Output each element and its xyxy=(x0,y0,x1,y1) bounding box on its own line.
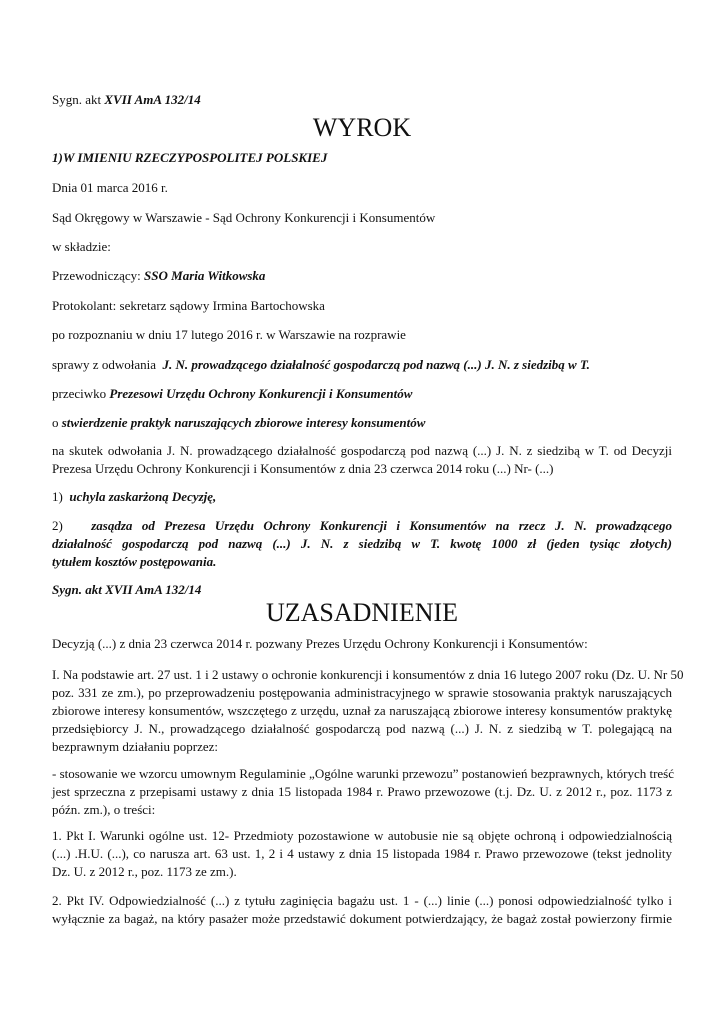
case-line xyxy=(52,356,590,374)
decision-intro: Decyzją (...) z dnia 23 czerwca 2014 r. pozwany Prezes Urzędu Ochrony Konkurencji i Konsumentów: xyxy=(52,636,588,651)
case-prefix: sprawy z odwołania xyxy=(52,357,156,372)
ruling-number: 2) xyxy=(52,518,63,533)
in-name-of-republic: 1)W IMIENIU RZECZYPOSPOLITEJ POLSKIEJ xyxy=(52,150,328,165)
point-1 xyxy=(52,827,672,881)
against-prefix: przeciwko xyxy=(52,386,107,401)
paragraph-line: poz. 331 ze zm.), po przeprowadzeniu postępowania administracyjnego w sprawie stosowania praktyk naruszających xyxy=(52,685,672,700)
composition-label: w składzie: xyxy=(52,239,111,254)
case-signature-bottom: Sygn. akt XVII AmA 132/14 xyxy=(52,582,202,597)
subject-prefix: o xyxy=(52,415,59,430)
ruling-item-2 xyxy=(52,517,672,571)
subject-line xyxy=(52,414,425,432)
clerk-line: Protokolant: sekretarz sądowy Irmina Bartochowska xyxy=(52,298,325,313)
signature-value: XVII AmA 132/14 xyxy=(104,92,201,107)
case-signature-top xyxy=(52,91,201,109)
paragraph-I xyxy=(52,666,684,756)
paragraph-line: - stosowanie we wzorcu umownym Regulaminie „Ogólne warunki przewozu” postanowień bezprawnych, których treść xyxy=(52,766,675,781)
hearing-line: po rozpoznaniu w dniu 17 lutego 2016 r. w Warszawie na rozprawie xyxy=(52,327,406,342)
paragraph-line: bezprawnym działaniu poprzez: xyxy=(52,739,219,754)
appellant-party: J. N. prowadzącego działalność gospodarczą pod nazwą (...) J. N. z siedzibą w T. xyxy=(162,357,590,372)
paragraph-line: na skutek odwołania J. N. prowadzącego działalność gospodarczą pod nazwą (...) J. N. z siedzibą w T. od Decyzji xyxy=(52,443,672,458)
paragraph-line: późn. zm.), o treści: xyxy=(52,802,156,817)
paragraph-line: zbiorowe interesy konsumentów, wszczętego z urzędu, uznał za naruszającą zbiorowe interesy konsumentów praktykę xyxy=(52,703,672,718)
date-line: Dnia 01 marca 2016 r. xyxy=(52,180,168,195)
appeal-paragraph xyxy=(52,442,672,478)
chair-line xyxy=(52,267,265,285)
chair-name: SSO Maria Witkowska xyxy=(144,268,266,283)
ruling-text: zasądza od Prezesa Urzędu Ochrony Konkurencji i Konsumentów na rzecz J. N. prowadzącego xyxy=(91,518,673,533)
justification-title: UZASADNIENIE xyxy=(265,598,459,627)
paragraph-line: I. Na podstawie art. 27 ust. 1 i 2 ustawy o ochronie konkurencji i konsumentów z dnia 16 lutego 2007 roku (Dz. U. Nr 50 xyxy=(52,667,684,682)
ruling-number: 1) xyxy=(52,489,63,504)
paragraph-line: Dz. U. z 2012 r., poz. 1173 ze zm.). xyxy=(52,864,237,879)
paragraph-line: jest sprzeczna z przepisami ustawy z dnia 15 listopada 1984 r. Prawo przewozowe (t.j. Dz. U. z 2012 r., poz. 1173 z xyxy=(52,784,672,799)
paragraph-line: wyłącznie za bagaż, na który pasażer może przedstawić dokument potwierdzający, że bagaż został powierzony firmie xyxy=(52,911,672,926)
paragraph-line: (...) .H.U. (...), co narusza art. 63 ust. 1, 2 i 4 ustawy z dnia 15 listopada 1984 r. Prawo przewozowe (tekst jednolity xyxy=(52,846,672,861)
against-line xyxy=(52,385,412,403)
point-2 xyxy=(52,892,672,928)
paragraph-usage xyxy=(52,765,675,819)
paragraph-line: tytułem kosztów postępowania. xyxy=(52,554,217,569)
paragraph-line: działalność gospodarczą pod nazwą (...) J. N. z siedzibą w T. kwotę 1000 zł (jeden tysiąc złotych) xyxy=(52,536,672,551)
paragraph-line: Prezesa Urzędu Ochrony Konkurencji i Konsumentów z dnia 23 czerwca 2014 roku (...) Nr- (...) xyxy=(52,461,554,476)
paragraph-line xyxy=(52,517,672,535)
verdict-title: WYROK xyxy=(312,113,412,142)
chair-label: Przewodniczący: xyxy=(52,268,141,283)
paragraph-line: 1. Pkt I. Warunki ogólne ust. 12- Przedmioty pozostawione w autobusie nie są objęte ochroną i odpowiedzialnością xyxy=(52,828,672,843)
paragraph-line: 2. Pkt IV. Odpowiedzialność (...) z tytułu zaginięcia bagażu ust. 1 - (...) linie (...) ponosi odpowiedzialność tylko i xyxy=(52,893,672,908)
ruling-text: uchyla zaskarżoną Decyzję, xyxy=(69,489,217,504)
court-name: Sąd Okręgowy w Warszawie - Sąd Ochrony Konkurencji i Konsumentów xyxy=(52,210,436,225)
signature-prefix: Sygn. akt xyxy=(52,92,102,107)
paragraph-line: przedsiębiorcy J. N., prowadzącego działalność gospodarczą pod nazwą (...) J. N. z siedzibą w T. polegającą na xyxy=(52,721,672,736)
ruling-item-1 xyxy=(52,488,216,506)
respondent-party: Prezesowi Urzędu Ochrony Konkurencji i Konsumentów xyxy=(109,386,413,401)
subject-text: stwierdzenie praktyk naruszających zbiorowe interesy konsumentów xyxy=(61,415,426,430)
